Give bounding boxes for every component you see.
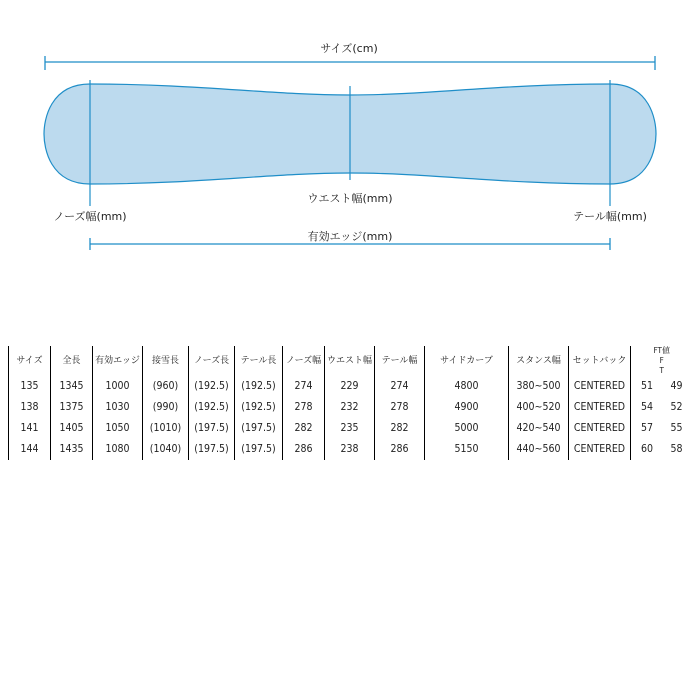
table-cell: (192.5): [235, 376, 283, 397]
table-cell: 420~540: [509, 418, 569, 439]
table-cell: (192.5): [235, 397, 283, 418]
col-header: 有効エッジ: [93, 346, 143, 376]
nose-label: ノーズ幅(mm): [53, 210, 127, 223]
table-cell: (197.5): [235, 439, 283, 460]
table-cell: 232: [325, 397, 375, 418]
table-row: [9, 439, 693, 460]
table-cell: 229: [325, 376, 375, 397]
ft-header: [631, 346, 693, 376]
ft-t-value: 52: [670, 401, 683, 413]
table-cell: 4800: [425, 376, 509, 397]
board-diagram: [0, 0, 700, 260]
table-cell: 1000: [93, 376, 143, 397]
ft-cell: [631, 376, 693, 397]
table-cell: 286: [283, 439, 325, 460]
table-row: [9, 376, 693, 397]
table-cell: (197.5): [189, 418, 235, 439]
table-cell: CENTERED: [569, 439, 631, 460]
table-cell: 238: [325, 439, 375, 460]
spec-table: [8, 346, 693, 460]
table-cell: (192.5): [189, 376, 235, 397]
table-cell: 278: [283, 397, 325, 418]
col-header: テール幅: [375, 346, 425, 376]
table-cell: 1435: [51, 439, 93, 460]
table-cell: 440~560: [509, 439, 569, 460]
ft-cell: [631, 439, 693, 460]
table-cell: 1345: [51, 376, 93, 397]
col-header: サイドカーブ: [425, 346, 509, 376]
table-cell: 235: [325, 418, 375, 439]
table-cell: CENTERED: [569, 418, 631, 439]
table-row: [9, 397, 693, 418]
col-header: 全長: [51, 346, 93, 376]
table-cell: 138: [9, 397, 51, 418]
col-header: ウエスト幅: [325, 346, 375, 376]
table-cell: 274: [375, 376, 425, 397]
col-header: ノーズ長: [189, 346, 235, 376]
table-cell: 4900: [425, 397, 509, 418]
col-header: セットバック: [569, 346, 631, 376]
table-header-row: [9, 346, 693, 376]
table-cell: 5150: [425, 439, 509, 460]
table-cell: 282: [375, 418, 425, 439]
table-cell: 1050: [93, 418, 143, 439]
table-cell: 1405: [51, 418, 93, 439]
ft-t-value: 55: [670, 422, 683, 434]
table-cell: (1010): [143, 418, 189, 439]
table-cell: 274: [283, 376, 325, 397]
edge-label: 有効エッジ(mm): [307, 230, 393, 243]
table-cell: (960): [143, 376, 189, 397]
ft-f-value: 51: [640, 380, 653, 392]
col-header: 接雪長: [143, 346, 189, 376]
col-header: サイズ: [9, 346, 51, 376]
ft-f-value: 57: [640, 422, 653, 434]
table-cell: 282: [283, 418, 325, 439]
table-cell: 1030: [93, 397, 143, 418]
ft-t-value: 49: [670, 380, 683, 392]
table-cell: 278: [375, 397, 425, 418]
table-cell: 1080: [93, 439, 143, 460]
ft-title: FT値: [653, 346, 670, 355]
table-cell: (197.5): [189, 439, 235, 460]
table-cell: 1375: [51, 397, 93, 418]
table-cell: 144: [9, 439, 51, 460]
ft-cell: [631, 397, 693, 418]
waist-label: ウエスト幅(mm): [307, 192, 393, 205]
ft-f-value: 54: [640, 401, 653, 413]
table-cell: CENTERED: [569, 376, 631, 397]
col-header: テール長: [235, 346, 283, 376]
table-cell: 5000: [425, 418, 509, 439]
col-header: スタンス幅: [509, 346, 569, 376]
table-cell: 400~520: [509, 397, 569, 418]
size-label: サイズ(cm): [320, 42, 378, 55]
ft-cell: [631, 418, 693, 439]
table-cell: 286: [375, 439, 425, 460]
table-row: [9, 418, 693, 439]
table-cell: 135: [9, 376, 51, 397]
tail-label: テール幅(mm): [573, 210, 647, 223]
table-cell: (197.5): [235, 418, 283, 439]
ft-f-label: F: [659, 356, 664, 365]
ft-t-label: T: [659, 366, 664, 375]
table-cell: (990): [143, 397, 189, 418]
ft-t-value: 58: [670, 443, 683, 455]
table-cell: CENTERED: [569, 397, 631, 418]
table-cell: 380~500: [509, 376, 569, 397]
col-header: ノーズ幅: [283, 346, 325, 376]
ft-f-value: 60: [640, 443, 653, 455]
table-cell: (1040): [143, 439, 189, 460]
table-cell: 141: [9, 418, 51, 439]
size-dimension: [45, 56, 655, 70]
table-cell: (192.5): [189, 397, 235, 418]
